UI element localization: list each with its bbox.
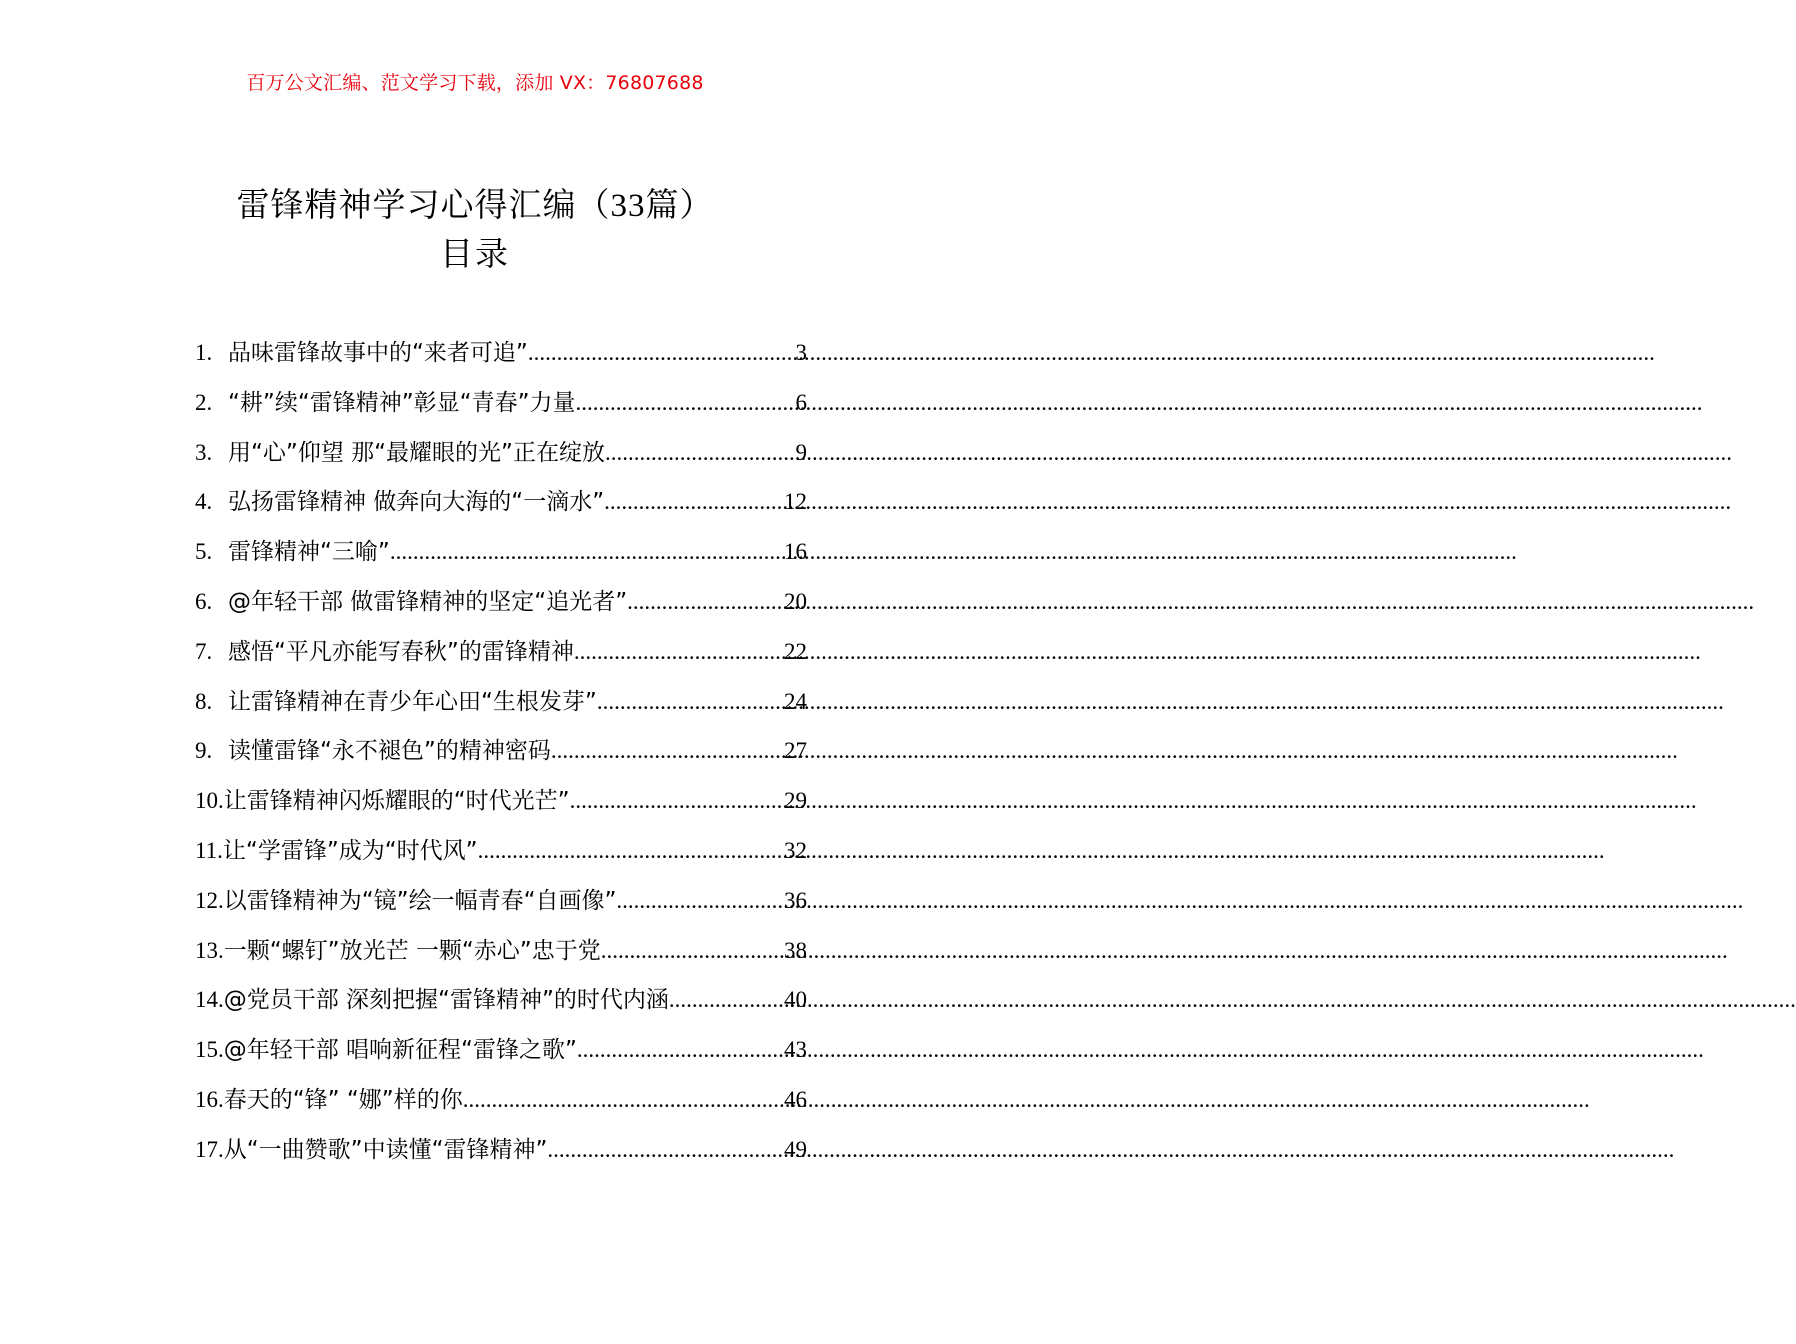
toc-entry-number: 16. <box>195 1086 224 1112</box>
toc-entry-page: 16 <box>784 539 807 565</box>
toc-dot-leader <box>597 684 784 720</box>
toc-entry[interactable] <box>195 634 807 684</box>
table-of-contents <box>195 335 807 1182</box>
toc-entry-page: 20 <box>784 588 807 614</box>
toc-entry-title: 让“学雷锋”成为“时代风” <box>222 837 478 864</box>
toc-dot-leader <box>390 534 784 570</box>
toc-entry-page: 38 <box>784 937 807 963</box>
toc-entry-number: 6. <box>195 588 213 614</box>
toc-entry-number: 15. <box>195 1037 224 1063</box>
title-suffix: 篇） <box>645 185 714 224</box>
toc-entry-title: 感悟“平凡亦能写春秋”的雷锋精神 <box>228 638 574 665</box>
toc-dot-leader <box>574 634 784 670</box>
toc-entry-number: 10. <box>195 788 224 814</box>
toc-entry-page: 32 <box>784 837 807 863</box>
title-main: 雷锋精神学习心得汇编（ <box>236 185 611 224</box>
toc-entry-title: @年轻干部 做雷锋精神的坚定“追光者” <box>228 588 628 615</box>
toc-entry-number: 5. <box>195 539 213 565</box>
toc-entry[interactable] <box>195 584 807 634</box>
toc-entry[interactable] <box>195 435 807 485</box>
toc-entry-number: 7. <box>195 638 213 664</box>
toc-dot-leader <box>604 484 784 520</box>
toc-heading: 目录 <box>440 234 510 273</box>
toc-dot-leader <box>576 385 796 421</box>
toc-entry-title: 从“一曲赞歌”中读懂“雷锋精神” <box>223 1136 548 1163</box>
toc-entry-title: @年轻干部 唱响新征程“雷锋之歌” <box>223 1037 577 1064</box>
toc-entry[interactable] <box>195 484 807 534</box>
toc-entry-number: 2. <box>195 389 213 415</box>
toc-entry[interactable] <box>195 733 807 783</box>
toc-entry-title: 用“心”仰望 那“最耀眼的光”正在绽放 <box>228 439 605 466</box>
toc-entry-page: 12 <box>784 489 807 515</box>
toc-entry-page: 43 <box>784 1037 807 1063</box>
toc-entry-title: @党员干部 深刻把握“雷锋精神”的时代内涵 <box>223 987 669 1014</box>
toc-entry[interactable] <box>195 833 807 883</box>
header-note: 百万公文汇编、范文学习下载，添加 VX：76807688 <box>246 72 704 94</box>
toc-entry-page: 36 <box>784 887 807 913</box>
toc-entry[interactable] <box>195 684 807 734</box>
toc-entry-title: 让雷锋精神在青少年心田“生根发芽” <box>228 688 597 715</box>
toc-entry-number: 1. <box>195 340 213 365</box>
toc-dot-leader <box>547 1132 784 1168</box>
toc-entry-page: 9 <box>795 439 807 465</box>
toc-entry-title: 让雷锋精神闪烁耀眼的“时代光芒” <box>223 788 570 815</box>
toc-entry[interactable] <box>195 783 807 833</box>
toc-entry-number: 9. <box>195 738 213 764</box>
document-title <box>0 183 950 228</box>
toc-entry[interactable] <box>195 933 807 983</box>
toc-entry-number: 12. <box>195 887 224 913</box>
toc-entry[interactable] <box>195 982 807 1032</box>
toc-entry-page: 49 <box>784 1136 807 1162</box>
toc-entry-page: 29 <box>784 788 807 814</box>
toc-entry-page: 24 <box>784 688 807 714</box>
toc-entry-number: 11. <box>195 837 223 863</box>
toc-entry-page: 22 <box>784 638 807 664</box>
toc-dot-leader <box>478 833 784 869</box>
toc-entry-page: 40 <box>784 987 807 1013</box>
toc-dot-leader <box>577 1032 784 1068</box>
toc-entry-number: 3. <box>195 439 213 465</box>
toc-entry-title: “耕”续“雷锋精神”彰显“青春”力量 <box>228 389 576 416</box>
toc-entry-page: 3 <box>795 340 807 365</box>
toc-dot-leader <box>627 584 784 620</box>
toc-entry[interactable] <box>195 335 807 385</box>
toc-dot-leader <box>669 982 784 1018</box>
toc-entry-page: 27 <box>784 738 807 764</box>
toc-entry-title: 以雷锋精神为“镜”绘一幅青春“自画像” <box>223 887 617 914</box>
toc-entry-number: 14. <box>195 987 224 1013</box>
toc-entry[interactable] <box>195 883 807 933</box>
toc-entry-title: 读懂雷锋“永不褪色”的精神密码 <box>228 738 551 765</box>
toc-entry-number: 17. <box>195 1136 224 1162</box>
toc-entry-number: 8. <box>195 688 213 714</box>
toc-dot-leader <box>601 933 784 969</box>
toc-entry[interactable] <box>195 534 807 584</box>
toc-entry-title: 一颗“螺钉”放光芒 一颗“赤心”忠于党 <box>223 937 601 964</box>
toc-dot-leader <box>528 335 796 371</box>
toc-entry-title: 品味雷锋故事中的“来者可追” <box>228 340 528 366</box>
toc-dot-leader <box>616 883 784 919</box>
toc-entry-number: 4. <box>195 489 213 515</box>
toc-entry-title: 春天的“锋” “娜”样的你 <box>223 1086 463 1113</box>
toc-entry-page: 6 <box>795 389 807 415</box>
toc-dot-leader <box>605 435 796 471</box>
toc-entry[interactable] <box>195 1032 807 1082</box>
toc-entry[interactable] <box>195 1082 807 1132</box>
toc-entry-title: 雷锋精神“三喻” <box>228 539 390 566</box>
toc-entry[interactable] <box>195 385 807 435</box>
toc-entry[interactable] <box>195 1132 807 1182</box>
toc-dot-leader <box>463 1082 784 1118</box>
toc-entry-title: 弘扬雷锋精神 做奔向大海的“一滴水” <box>228 489 605 516</box>
toc-dot-leader <box>551 733 784 769</box>
toc-entry-number: 13. <box>195 937 224 963</box>
toc-dot-leader <box>570 783 784 819</box>
toc-entry-page: 46 <box>784 1086 807 1112</box>
title-count: 33 <box>610 188 646 224</box>
